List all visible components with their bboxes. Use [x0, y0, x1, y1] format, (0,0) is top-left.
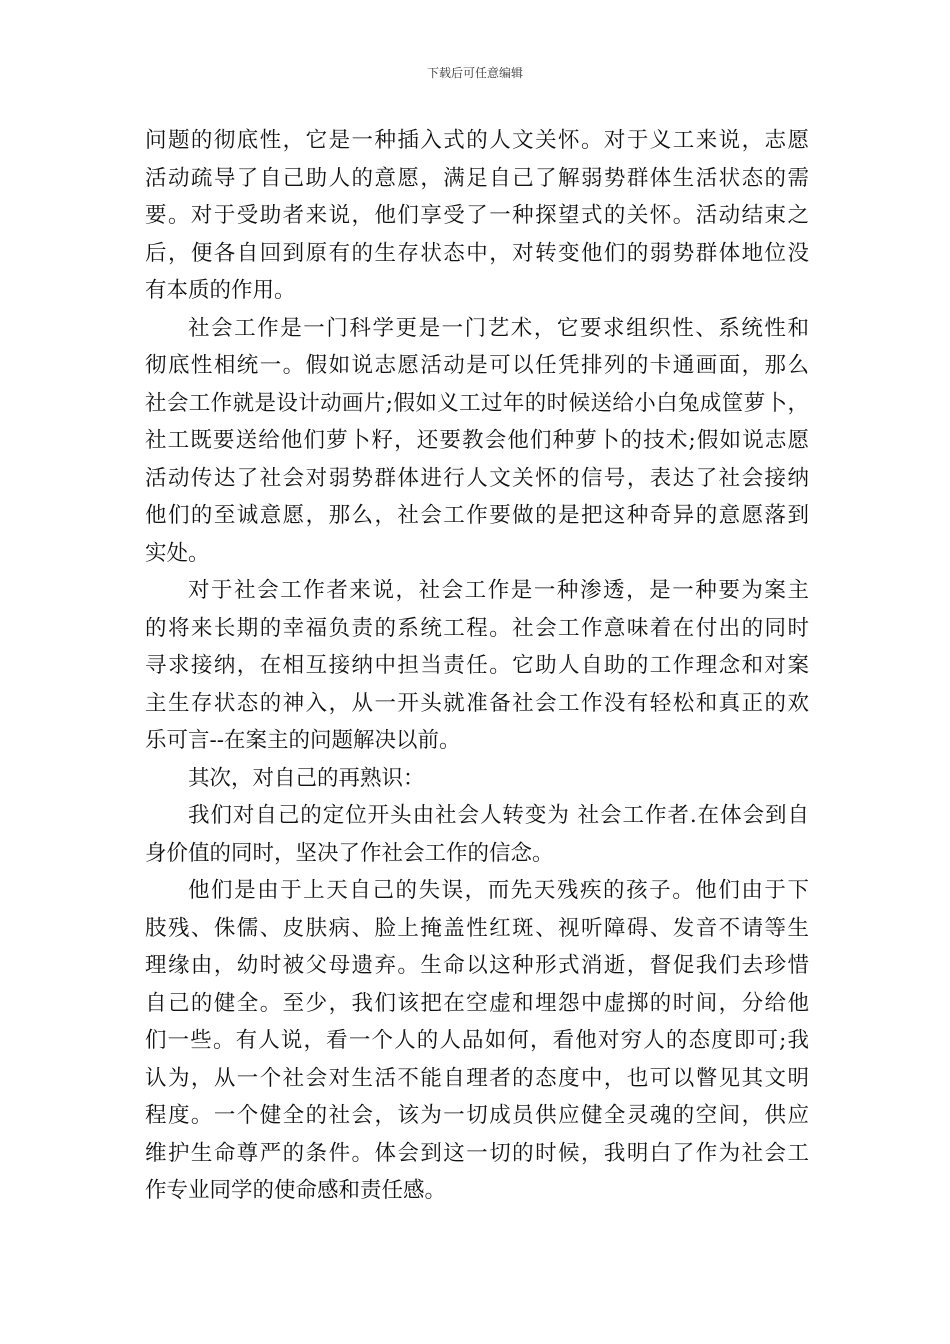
- text-line: 主生存状态的神入，从一开头就准备社会工作没有轻松和真正的欢: [145, 690, 809, 716]
- text-line: 们一些。有人说，看一个人的人品如何，看他对穷人的态度即可;我: [145, 1028, 809, 1053]
- text-line: 要。对于受助者来说，他们享受了一种探望式的关怀。活动结束之: [145, 203, 809, 228]
- paragraph: [145, 310, 809, 573]
- text-line: 彻底性相统一。假如说志愿活动是可以任凭排列的卡通画面，那么: [145, 353, 809, 378]
- text-line: 我们对自己的定位开头由社会人转变为 社会工作者.在体会到自: [188, 803, 809, 828]
- paragraph: [145, 572, 809, 760]
- text-line: 乐可言--在案主的问题解决以前。: [145, 728, 461, 753]
- paragraph: [145, 797, 809, 872]
- text-line: 其次，对自己的再熟识：: [188, 765, 425, 791]
- text-line: 自己的健全。至少，我们该把在空虚和埋怨中虚掷的时间，分给他: [145, 990, 809, 1016]
- paragraph: [145, 122, 809, 310]
- text-line: 程度。一个健全的社会，该为一切成员供应健全灵魂的空间，供应: [145, 1103, 809, 1128]
- text-line: 社工既要送给他们萝卜籽，还要教会他们种萝卜的技术;假如说志愿: [145, 428, 809, 453]
- text-line: 维护生命尊严的条件。体会到这一切的时候，我明白了作为社会工: [145, 1140, 809, 1166]
- paragraph: [145, 760, 809, 798]
- text-line: 对于社会工作者来说，社会工作是一种渗透，是一种要为案主: [188, 578, 809, 603]
- text-line: 的将来长期的幸福负责的系统工程。社会工作意味着在付出的同时: [145, 615, 809, 641]
- text-line: 活动疏导了自己助人的意愿，满足自己了解弱势群体生活状态的需: [145, 165, 809, 191]
- text-line: 社会工作是一门科学更是一门艺术，它要求组织性、系统性和: [188, 315, 809, 341]
- text-line: 理缘由，幼时被父母遗弃。生命以这种形式消逝，督促我们去珍惜: [145, 953, 809, 978]
- text-line: 有本质的作用。: [145, 278, 296, 303]
- text-line: 问题的彻底性，它是一种插入式的人文关怀。对于义工来说，志愿: [145, 128, 809, 153]
- paragraph: [145, 872, 809, 1210]
- document-body: [145, 122, 809, 1210]
- text-line: 社会工作就是设计动画片;假如义工过年的时候送给小白兔成筐萝卜，: [145, 390, 809, 416]
- text-line: 他们的至诚意愿，那么，社会工作要做的是把这种奇异的意愿落到: [145, 503, 809, 528]
- text-line: 身价值的同时，坚决了作社会工作的信念。: [145, 840, 554, 866]
- text-line: 他们是由于上天自己的失误，而先天残疾的孩子。他们由于下: [188, 878, 809, 903]
- text-line: 作专业同学的使命感和责任感。: [145, 1178, 447, 1203]
- text-line: 认为，从一个社会对生活不能自理者的态度中，也可以瞥见其文明: [145, 1065, 809, 1091]
- text-line: 肢残、侏儒、皮肤病、脸上掩盖性红斑、视听障碍、发音不请等生: [145, 915, 809, 941]
- text-line: 寻求接纳，在相互接纳中担当责任。它助人自助的工作理念和对案: [145, 653, 809, 678]
- page-header: 下载后可任意编辑: [426, 66, 523, 80]
- text-line: 实处。: [145, 540, 210, 566]
- text-line: 后，便各自回到原有的生存状态中，对转变他们的弱势群体地位没: [145, 240, 809, 266]
- text-line: 活动传达了社会对弱势群体进行人文关怀的信号，表达了社会接纳: [145, 465, 809, 491]
